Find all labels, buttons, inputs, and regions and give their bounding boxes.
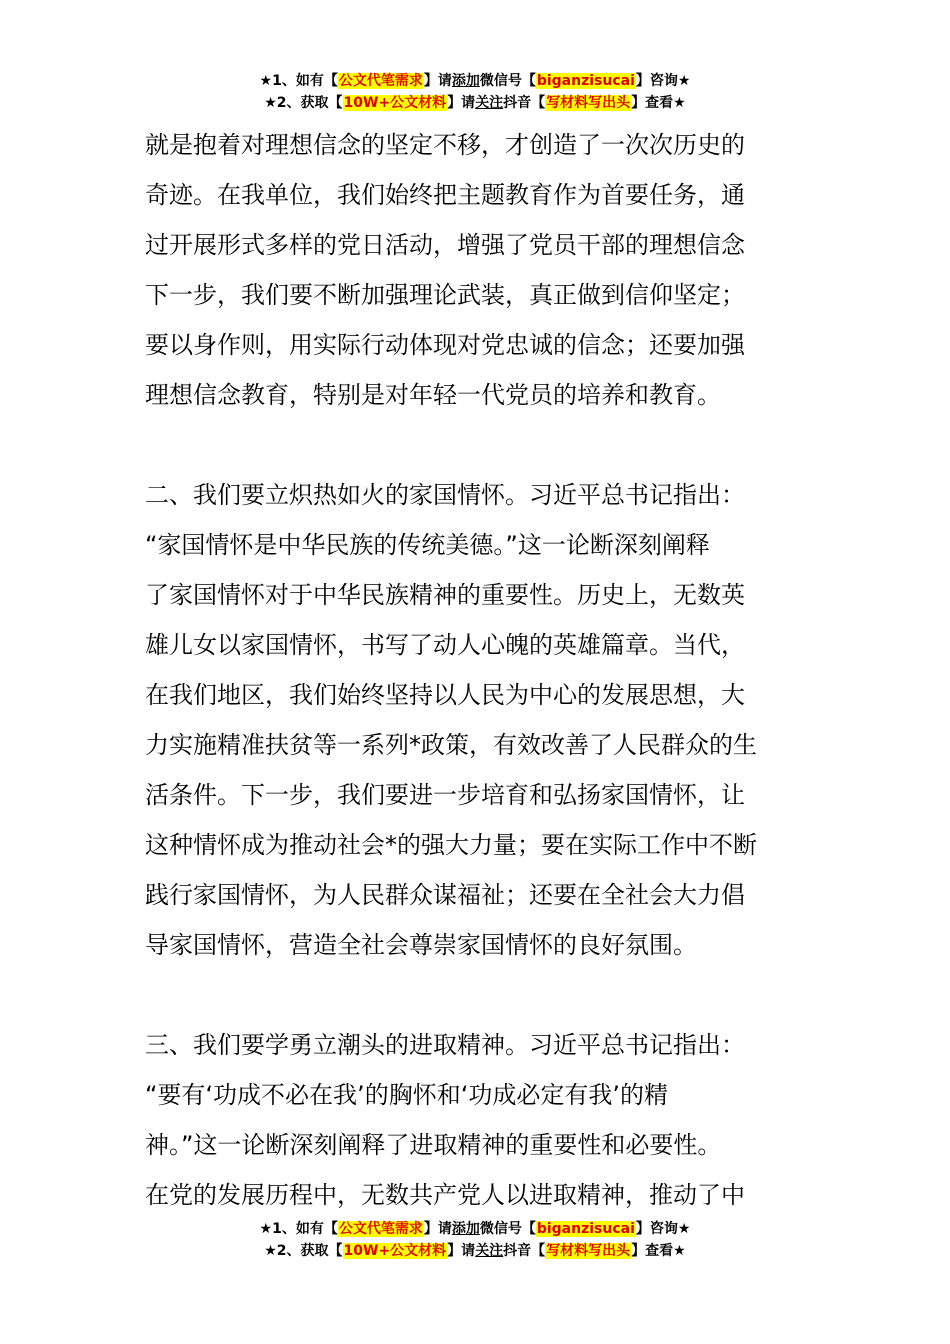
document-body xyxy=(145,120,810,1220)
paragraph: 三、我们要学勇立潮头的进取精神。习近平总书记指出： “要有‘功成不必在我’的胸怀和‘功成必定有我’的精 神。”这一论断深刻阐释了进取精神的重要性和必要性。 在党的发展历程中，无数共产党人以进取精神，推动了中 xyxy=(145,1031,745,1209)
paragraph: 二、我们要立炽热如火的家国情怀。习近平总书记指出： “家国情怀是中华民族的传统美德。”这一论断深刻阐释 了家国情怀对于中华民族精神的重要性。历史上，无数英 雄儿女以家国情怀，书写了动人心魄的英雄篇章。当代， 在我们地区，我们始终坚持以人民为中心的发展思想，大 力实施精准扶贫等一系列*政策，有效改善了人民群众的生 活条件。下一步，我们要进一步培育和弘扬家国情怀，让 这种情怀成为推动社会*的强大力量；要在实际工作中不断 践行家国情怀，为人民群众谋福祉；还要在全社会大力倡 导家国情怀，营造全社会尊崇家国情怀的良好氛围。 xyxy=(145,481,757,959)
banner-highlight: 公文代笔需求 xyxy=(338,73,423,89)
banner-wechat-id: biganzisucai xyxy=(536,73,635,89)
header-banner xyxy=(0,70,950,114)
banner-highlight: 公文代笔需求 xyxy=(338,1221,423,1237)
banner-douyin-name: 写材料写出头 xyxy=(546,1243,631,1259)
banner-line-2: ★2、获取【10W+公文材料】请关注抖音【写材料写出头】查看★ xyxy=(264,1243,686,1259)
paragraph: 就是抱着对理想信念的坚定不移，才创造了一次次历史的 奇迹。在我单位，我们始终把主题教育作为首要任务，通 过开展形式多样的党日活动，增强了党员干部的理想信念 下一步，我们要不断加强理论武装，真正做到信仰坚定； 要以身作则，用实际行动体现对党忠诚的信念；还要加强 理想信念教育，特别是对年轻一代党员的培养和教育。 xyxy=(145,131,745,409)
banner-line-1: ★1、如有【公文代笔需求】请添加微信号【biganzisucai】咨询★ xyxy=(259,1221,691,1237)
banner-line-1: ★1、如有【公文代笔需求】请添加微信号【biganzisucai】咨询★ xyxy=(259,73,691,89)
banner-douyin-name: 写材料写出头 xyxy=(546,95,631,111)
banner-highlight: 10W+公文材料 xyxy=(343,95,447,111)
banner-highlight: 10W+公文材料 xyxy=(343,1243,447,1259)
paragraph-gap xyxy=(145,420,810,470)
banner-wechat-id: biganzisucai xyxy=(536,1221,635,1237)
footer-banner xyxy=(0,1218,950,1262)
paragraph-gap xyxy=(145,970,810,1020)
banner-line-2: ★2、获取【10W+公文材料】请关注抖音【写材料写出头】查看★ xyxy=(264,95,686,111)
